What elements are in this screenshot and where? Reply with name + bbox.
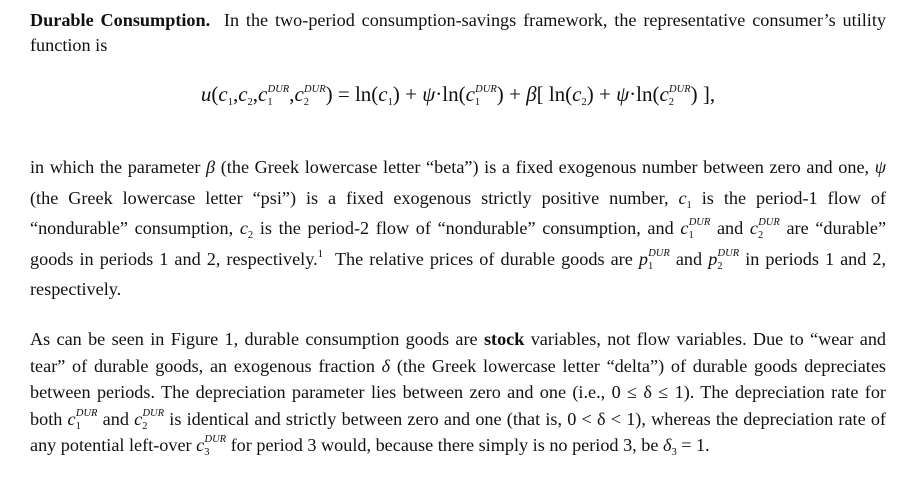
paragraph-depreciation: As can be seen in Figure 1, durable consumption goods are stock variables, not flow variables. Due to “wear and tear” of durable goods, an exogenous fraction δ (the Greek lowercase letter “delta”) of durable goods depreciates between periods. The depreciation parameter lies between zero and one (i.e., 0 ≤ δ ≤ 1). The depreciation rate for both $c_1^{DUR}$ and $c_2^{DUR}$ is identical and strictly between zero and one (that is, 0 < δ < 1), whereas the depreciation rate of any potential left-over $c_3^{DUR}$ for period 3 would, because there simply is no period 3, be $\delta_3 = 1$. bbox=[30, 329, 887, 458]
paragraph-intro bbox=[30, 8, 886, 58]
inequality-1: 0 ≤ δ ≤ 1 bbox=[611, 382, 684, 402]
stock-keyword: stock bbox=[483, 329, 525, 349]
footnote-marker: 1 bbox=[317, 247, 324, 260]
figure-reference: Figure 1 bbox=[170, 329, 234, 349]
intro-text: In the two-period consumption-savings framework, the representative consumer’s utility function is bbox=[30, 10, 887, 55]
section-title: Durable Consumption. bbox=[30, 10, 211, 30]
utility-equation: $u(c_1,c_2,c_1^{DUR},c_2^{DUR}) = \ln(c_1) + \psi\cdot\ln(c_1^{DUR}) + \beta$[ $\ln(c_2) + \psi\cdot\ln(c_2^{DUR})$ ], bbox=[200, 82, 716, 108]
paragraph-definitions: in which the parameter β (the Greek lowercase letter “beta”) is a fixed exogenous number between zero and one, ψ (the Greek lowercase letter “psi”) is a fixed exogenous strictly positive number, $c_1$ is the period-1 flow of “nondurable” consumption, $c_2$ is the period-2 flow of “nondurable” consumption, and $c_1^{DUR}$ and $c_2^{DUR}$ are “durable” goods in periods 1 and 2, respectively.$^1$ The relative prices of durable goods are $p_1^{DUR}$ and $p_2^{DUR}$ in periods 1 and 2, respectively. bbox=[30, 157, 887, 299]
inequality-2: 0 < δ < 1 bbox=[567, 408, 636, 429]
document-page bbox=[30, 8, 887, 458]
